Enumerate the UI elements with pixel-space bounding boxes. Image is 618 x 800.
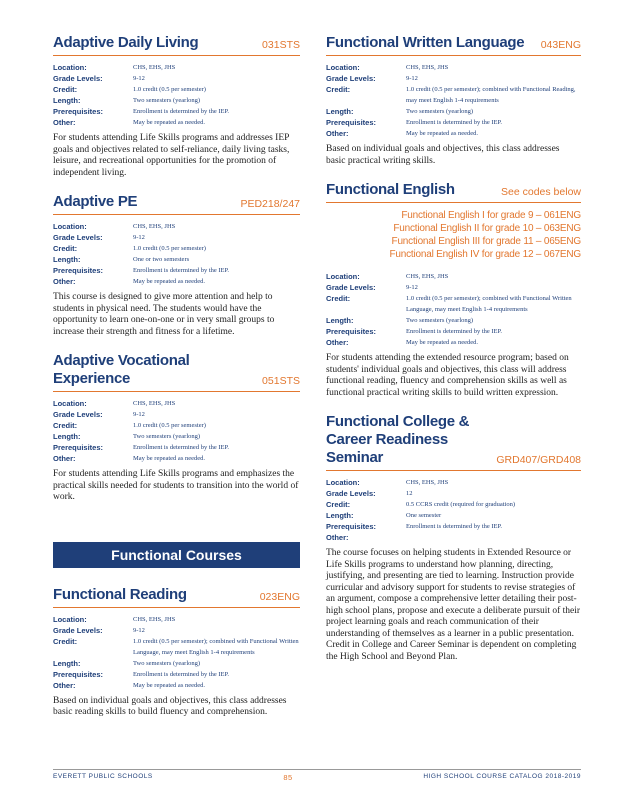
right-column <box>326 34 581 677</box>
course-description: For students attending Life Skills programs and addresses IEP goals and objectives related to self-reliance, daily living tasks, leisure, and recreational opportunities for the promotion of independent living. <box>53 133 290 178</box>
course-title: Adaptive Daily Living <box>53 34 199 51</box>
footer-catalog-title: HIGH SCHOOL COURSE CATALOG 2018-2019 <box>423 773 581 780</box>
detail-value: 1.0 credit (0.5 per semester) <box>133 422 206 429</box>
detail-value: 1.0 credit (0.5 per semester) <box>133 86 206 93</box>
course-title: Functional Written Language <box>326 34 525 51</box>
course-code-line: Functional English II for grade 10 – 063ENG <box>393 223 581 234</box>
detail-label: Location: <box>53 222 87 231</box>
course-description: The course focuses on helping students in Extended Resource or Life Skills programs to understand how planning, directing, justifying, and presenting are tied to learning. Instruction provide curricular and advisory support for students to revise strategies of an argument, compose a comprehensive letter detailing their post-high school plans, propose and execute a deliberate pursuit of their project learning goals and reach communication of their understanding of themselves as a learner in a public presentation. Credit in College and Career Seminar is dependent on completing the High School and Beyond Plan. <box>326 548 581 662</box>
detail-label: Grade Levels: <box>53 74 103 83</box>
course-code: 051STS <box>262 375 300 387</box>
course-code: 043ENG <box>540 39 581 51</box>
course-adaptive-vocational-experience <box>53 352 300 504</box>
course-details <box>53 398 300 464</box>
detail-value: CHS, EHS, JHS <box>406 64 449 71</box>
course-functional-english <box>326 181 581 399</box>
detail-label: Length: <box>326 316 354 325</box>
course-code-line: Functional English IV for grade 12 – 067ENG <box>389 249 581 260</box>
detail-value: May be repeated as needed. <box>406 339 479 346</box>
detail-value: 9-12 <box>406 75 418 82</box>
detail-label: Prerequisites: <box>326 327 377 336</box>
detail-label: Length: <box>53 96 81 105</box>
detail-label: Prerequisites: <box>326 118 377 127</box>
detail-label: Credit: <box>53 421 78 430</box>
course-description: Based on individual goals and objectives, this class addresses basic practical writing skills. <box>326 144 560 166</box>
detail-label: Credit: <box>53 85 78 94</box>
course-code-line: Functional English I for grade 9 – 061ENG <box>401 210 581 221</box>
course-title: Functional Reading <box>53 585 187 603</box>
detail-value: 9-12 <box>133 626 145 634</box>
detail-value: 0.5 CCRS credit (required for graduation) <box>406 501 516 508</box>
detail-value: Enrollment is determined by the IEP. <box>406 523 503 530</box>
course-functional-college-career-readiness <box>326 413 581 663</box>
detail-label: Other: <box>53 454 76 463</box>
detail-label: Prerequisites: <box>53 669 104 679</box>
course-header <box>326 181 581 203</box>
course-details <box>326 62 581 139</box>
detail-value: Two semesters (yearlong) <box>406 108 474 115</box>
course-details <box>326 477 581 543</box>
left-column <box>53 34 300 733</box>
detail-label: Length: <box>326 511 354 520</box>
page-number: 85 <box>283 773 293 782</box>
detail-label: Location: <box>53 614 87 624</box>
course-title: Functional English <box>326 181 455 198</box>
detail-value: 1.0 credit (0.5 per semester) <box>133 245 206 252</box>
detail-value: Enrollment is determined by the IEP. <box>406 119 503 126</box>
footer-district: EVERETT PUBLIC SCHOOLS <box>53 773 153 780</box>
detail-value: CHS, EHS, JHS <box>133 400 176 407</box>
detail-value: Enrollment is determined by the IEP. <box>133 444 230 451</box>
detail-value: Enrollment is determined by the IEP. <box>133 670 230 678</box>
course-details <box>326 271 581 348</box>
detail-value: 9-12 <box>133 411 145 418</box>
detail-label: Grade Levels: <box>326 74 376 83</box>
detail-label: Credit: <box>326 294 351 303</box>
course-adaptive-daily-living <box>53 34 300 179</box>
detail-label: Prerequisites: <box>53 107 104 116</box>
detail-label: Credit: <box>53 244 78 253</box>
course-header <box>53 193 300 215</box>
detail-value: 9-12 <box>406 284 418 291</box>
detail-label: Other: <box>326 338 349 347</box>
course-title: Functional College & Career Readiness Seminar <box>326 413 470 466</box>
detail-value: 1.0 credit (0.5 per semester); combined with Functional Written Language, may meet English 1-4 requirements <box>406 295 572 313</box>
detail-value: May be repeated as needed. <box>133 455 206 462</box>
page-footer <box>53 769 581 782</box>
detail-label: Prerequisites: <box>53 443 104 452</box>
detail-value: Two semesters (yearlong) <box>133 97 201 104</box>
course-functional-written-language <box>326 34 581 167</box>
course-description: Based on individual goals and objectives, this class addresses basic reading skills to build fluency and comprehension. <box>53 695 287 717</box>
detail-value: 12 <box>406 490 413 497</box>
detail-label: Grade Levels: <box>53 410 103 419</box>
detail-value: 1.0 credit (0.5 per semester); combined with Functional Reading, may meet English 1-4 requirements <box>406 86 576 104</box>
detail-label: Length: <box>53 255 81 264</box>
detail-value: Two semesters (yearlong) <box>133 659 201 667</box>
detail-value: Enrollment is determined by the IEP. <box>406 328 503 335</box>
detail-label: Other: <box>53 680 76 690</box>
course-details <box>53 221 300 287</box>
detail-label: Location: <box>326 478 360 487</box>
detail-label: Grade Levels: <box>53 625 103 635</box>
detail-label: Length: <box>326 107 354 116</box>
course-title: Adaptive PE <box>53 193 138 210</box>
detail-label: Length: <box>53 432 81 441</box>
detail-value: Enrollment is determined by the IEP. <box>133 267 230 274</box>
detail-value: CHS, EHS, JHS <box>133 64 176 71</box>
course-header <box>326 413 581 471</box>
detail-value <box>406 532 581 543</box>
course-functional-reading <box>53 586 300 719</box>
detail-label: Location: <box>53 63 87 72</box>
detail-value: Two semesters (yearlong) <box>133 433 201 440</box>
detail-label: Credit: <box>326 85 351 94</box>
course-code: GRD407/GRD408 <box>496 454 581 466</box>
detail-label: Other: <box>326 129 349 138</box>
detail-label: Grade Levels: <box>326 283 376 292</box>
detail-value: May be repeated as needed. <box>406 130 479 137</box>
detail-value: 1.0 credit (0.5 per semester); combined with Functional Written Language, may meet English 1-4 requirements <box>133 637 299 656</box>
course-header <box>53 352 300 392</box>
detail-value: Two semesters (yearlong) <box>406 317 474 324</box>
detail-label: Location: <box>326 63 360 72</box>
course-code: See codes below <box>501 186 581 198</box>
course-code: 031STS <box>262 39 300 51</box>
course-code: 023ENG <box>259 590 300 603</box>
detail-label: Grade Levels: <box>326 489 376 498</box>
course-adaptive-pe <box>53 193 300 338</box>
course-code: PED218/247 <box>240 198 300 210</box>
detail-value: CHS, EHS, JHS <box>406 273 449 280</box>
course-details <box>53 62 300 128</box>
course-header <box>53 34 300 56</box>
course-description: This course is designed to give more attention and help to students in physical need. The students would have the opportunity to learn one-on-one or in very small groups to increase their strength and fitness for a lifetime. <box>53 292 275 337</box>
course-code-line: Functional English III for grade 11 – 065ENG <box>391 236 581 247</box>
course-code-list <box>326 209 581 261</box>
course-header <box>53 586 300 608</box>
detail-value: CHS, EHS, JHS <box>133 615 176 623</box>
detail-label: Length: <box>53 658 81 668</box>
course-header <box>326 34 581 56</box>
detail-label: Other: <box>53 118 76 127</box>
detail-value: May be repeated as needed. <box>133 681 206 689</box>
course-title: Adaptive Vocational Experience <box>53 352 190 387</box>
detail-label: Credit: <box>53 636 78 646</box>
section-banner: Functional Courses <box>53 542 300 568</box>
detail-label: Location: <box>326 272 360 281</box>
detail-value: 9-12 <box>133 234 145 241</box>
course-description: For students attending the extended resource program; based on students' individual goals and objectives, this class will address functional reading, fluency and comprehension skills as well as functional practical writing skills to build written expression. <box>326 353 569 398</box>
detail-label: Other: <box>326 533 349 542</box>
detail-label: Location: <box>53 399 87 408</box>
detail-label: Grade Levels: <box>53 233 103 242</box>
detail-label: Prerequisites: <box>53 266 104 275</box>
detail-value: CHS, EHS, JHS <box>406 479 449 486</box>
detail-value: One semester <box>406 512 442 519</box>
detail-value: May be repeated as needed. <box>133 278 206 285</box>
detail-value: Enrollment is determined by the IEP. <box>133 108 230 115</box>
detail-label: Credit: <box>326 500 351 509</box>
detail-value: 9-12 <box>133 75 145 82</box>
course-details <box>53 614 300 691</box>
course-description: For students attending Life Skills programs and emphasizes the practical skills needed for students to transition into the world of work. <box>53 469 299 502</box>
detail-value: One or two semesters <box>133 256 190 263</box>
detail-label: Prerequisites: <box>326 522 377 531</box>
detail-label: Other: <box>53 277 76 286</box>
detail-value: CHS, EHS, JHS <box>133 223 176 230</box>
detail-value: May be repeated as needed. <box>133 119 206 126</box>
